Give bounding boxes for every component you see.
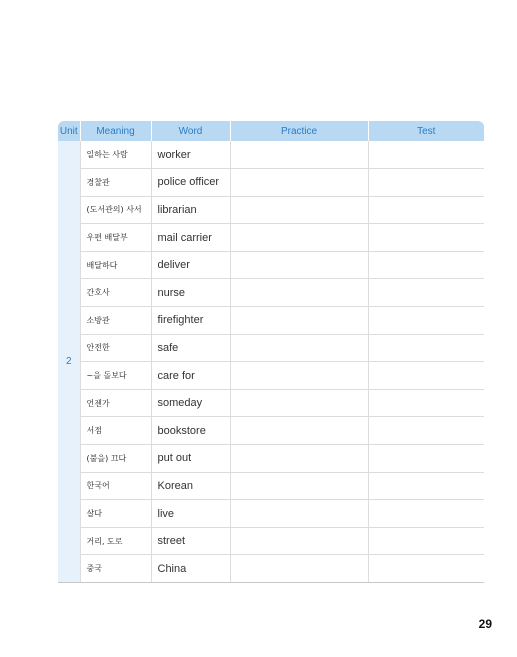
header-practice: Practice <box>230 121 368 141</box>
test-cell[interactable] <box>368 555 484 583</box>
word-cell: firefighter <box>151 307 230 335</box>
table-header-row <box>58 121 484 141</box>
practice-cell[interactable] <box>230 307 368 335</box>
meaning-cell: ~을 돌보다 <box>80 362 151 390</box>
meaning-cell: 경찰관 <box>80 169 151 197</box>
meaning-cell: 한국어 <box>80 472 151 500</box>
word-cell: worker <box>151 141 230 169</box>
word-cell: care for <box>151 362 230 390</box>
practice-cell[interactable] <box>230 169 368 197</box>
table-row <box>58 362 484 390</box>
word-cell: live <box>151 500 230 528</box>
word-cell: safe <box>151 334 230 362</box>
header-word: Word <box>151 121 230 141</box>
table-row <box>58 196 484 224</box>
test-cell[interactable] <box>368 169 484 197</box>
word-cell: China <box>151 555 230 583</box>
test-cell[interactable] <box>368 527 484 555</box>
word-cell: Korean <box>151 472 230 500</box>
table-body <box>58 141 484 583</box>
table-row <box>58 500 484 528</box>
table-row <box>58 224 484 252</box>
test-cell[interactable] <box>368 307 484 335</box>
word-cell: mail carrier <box>151 224 230 252</box>
header-unit: Unit <box>58 121 80 141</box>
word-cell: police officer <box>151 169 230 197</box>
vocabulary-table <box>58 121 484 583</box>
word-cell: someday <box>151 389 230 417</box>
test-cell[interactable] <box>368 417 484 445</box>
practice-cell[interactable] <box>230 472 368 500</box>
header-meaning: Meaning <box>80 121 151 141</box>
practice-cell[interactable] <box>230 196 368 224</box>
word-cell: librarian <box>151 196 230 224</box>
practice-cell[interactable] <box>230 251 368 279</box>
test-cell[interactable] <box>368 196 484 224</box>
meaning-cell: 일하는 사람 <box>80 141 151 169</box>
practice-cell[interactable] <box>230 334 368 362</box>
test-cell[interactable] <box>368 141 484 169</box>
table-row <box>58 141 484 169</box>
test-cell[interactable] <box>368 279 484 307</box>
practice-cell[interactable] <box>230 500 368 528</box>
practice-cell[interactable] <box>230 555 368 583</box>
practice-cell[interactable] <box>230 224 368 252</box>
practice-cell[interactable] <box>230 362 368 390</box>
meaning-cell: 중국 <box>80 555 151 583</box>
meaning-cell: 소방관 <box>80 307 151 335</box>
meaning-cell: 안전한 <box>80 334 151 362</box>
test-cell[interactable] <box>368 472 484 500</box>
table-row <box>58 334 484 362</box>
test-cell[interactable] <box>368 334 484 362</box>
word-cell: nurse <box>151 279 230 307</box>
meaning-cell: (불을) 끄다 <box>80 445 151 473</box>
table-row <box>58 472 484 500</box>
table-row <box>58 527 484 555</box>
practice-cell[interactable] <box>230 417 368 445</box>
meaning-cell: 서점 <box>80 417 151 445</box>
word-cell: put out <box>151 445 230 473</box>
table-row <box>58 445 484 473</box>
practice-cell[interactable] <box>230 141 368 169</box>
meaning-cell: 우편 배달부 <box>80 224 151 252</box>
test-cell[interactable] <box>368 445 484 473</box>
practice-cell[interactable] <box>230 445 368 473</box>
table-row <box>58 251 484 279</box>
meaning-cell: 간호사 <box>80 279 151 307</box>
test-cell[interactable] <box>368 389 484 417</box>
table-row <box>58 417 484 445</box>
practice-cell[interactable] <box>230 389 368 417</box>
word-cell: street <box>151 527 230 555</box>
meaning-cell: 언젠가 <box>80 389 151 417</box>
test-cell[interactable] <box>368 251 484 279</box>
practice-cell[interactable] <box>230 527 368 555</box>
word-cell: deliver <box>151 251 230 279</box>
table-row <box>58 169 484 197</box>
page-number: 29 <box>478 617 492 631</box>
table-row <box>58 307 484 335</box>
table-row <box>58 279 484 307</box>
header-test: Test <box>368 121 484 141</box>
test-cell[interactable] <box>368 224 484 252</box>
meaning-cell: 배달하다 <box>80 251 151 279</box>
test-cell[interactable] <box>368 500 484 528</box>
meaning-cell: 거리, 도로 <box>80 527 151 555</box>
meaning-cell: 살다 <box>80 500 151 528</box>
practice-cell[interactable] <box>230 279 368 307</box>
table-row <box>58 555 484 583</box>
meaning-cell: (도서관의) 사서 <box>80 196 151 224</box>
unit-number-cell: 2 <box>58 141 80 583</box>
test-cell[interactable] <box>368 362 484 390</box>
word-cell: bookstore <box>151 417 230 445</box>
table-row <box>58 389 484 417</box>
vocabulary-table-container <box>58 121 484 583</box>
